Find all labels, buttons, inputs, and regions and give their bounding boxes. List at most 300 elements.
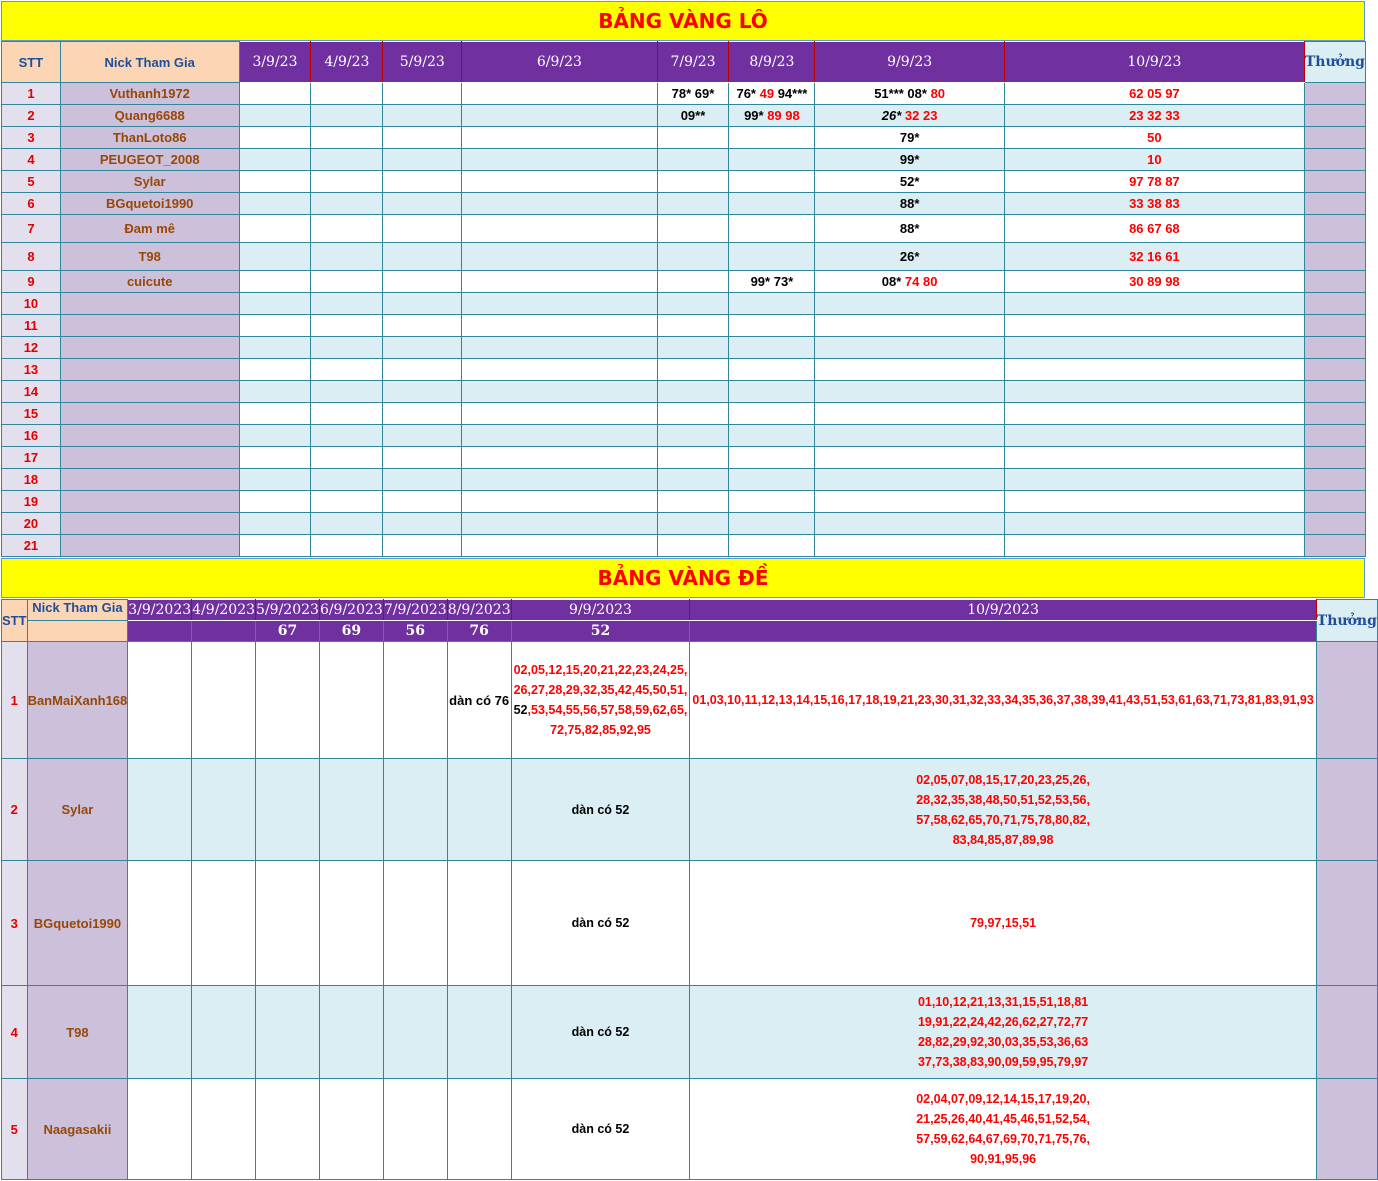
row-stt: 9 (2, 271, 61, 293)
table-row (2, 986, 1378, 1079)
cell-text: 99* (899, 152, 920, 167)
date-cell (447, 1079, 511, 1180)
date-cell (239, 83, 311, 105)
de-header-nick: Nick Tham Gia (27, 600, 128, 621)
row-nick: BGquetoi1990 (60, 193, 239, 215)
date-cell (128, 642, 192, 759)
date-cell (311, 193, 383, 215)
date-cell (383, 105, 462, 127)
row-bonus (1304, 127, 1365, 149)
date-cell (239, 149, 311, 171)
date-cell (383, 215, 462, 243)
date-cell (239, 315, 311, 337)
date-cell (1004, 469, 1304, 491)
date-cell (239, 243, 311, 271)
cell-text: 80 (930, 86, 946, 101)
cell-text: 23 32 33 (1129, 108, 1180, 123)
date-cell (311, 425, 383, 447)
lo-title: BẢNG VÀNG LÔ (1, 1, 1365, 41)
table-row (2, 403, 1366, 425)
row-stt: 3 (2, 861, 28, 986)
table-row (2, 469, 1366, 491)
date-cell (311, 315, 383, 337)
row-stt: 3 (2, 127, 61, 149)
date-cell (729, 83, 815, 105)
date-cell (256, 642, 320, 759)
lo-header-row (2, 42, 1366, 83)
table-row (2, 171, 1366, 193)
date-cell (462, 293, 657, 315)
row-stt: 10 (2, 293, 61, 315)
row-nick (60, 403, 239, 425)
date-cell (239, 193, 311, 215)
date-cell (657, 127, 729, 149)
date-cell (729, 149, 815, 171)
row-bonus (1304, 293, 1365, 315)
date-cell (729, 315, 815, 337)
cell-text: 76* (736, 86, 760, 101)
date-cell (657, 215, 729, 243)
date-cell (815, 83, 1005, 105)
row-bonus (1316, 642, 1377, 759)
row-bonus (1304, 425, 1365, 447)
date-cell (462, 425, 657, 447)
row-nick (60, 359, 239, 381)
row-stt: 14 (2, 381, 61, 403)
date-cell (1004, 293, 1304, 315)
table-row (2, 193, 1366, 215)
lo-header-nick: Nick Tham Gia (60, 42, 239, 83)
row-stt: 1 (2, 642, 28, 759)
cell-text: 33 38 83 (1129, 196, 1180, 211)
de-result-value: 56 (383, 621, 447, 642)
row-nick (60, 513, 239, 535)
lo-header-stt: STT (2, 42, 61, 83)
row-bonus (1304, 105, 1365, 127)
row-bonus (1304, 193, 1365, 215)
date-cell (657, 315, 729, 337)
date-cell (815, 403, 1005, 425)
date-cell (311, 83, 383, 105)
date-cell (311, 243, 383, 271)
cell-text: 10 (1147, 152, 1162, 167)
table-row (2, 149, 1366, 171)
date-cell (729, 271, 815, 293)
date-cell (1004, 513, 1304, 535)
date-cell (1004, 425, 1304, 447)
date-cell (815, 315, 1005, 337)
date-cell (128, 986, 192, 1079)
table-row (2, 243, 1366, 271)
row-nick (60, 381, 239, 403)
cell-text: dàn có 76 (449, 692, 510, 708)
date-cell (311, 215, 383, 243)
row-bonus (1304, 381, 1365, 403)
date-cell (1004, 171, 1304, 193)
cell-text: 30 89 98 (1129, 274, 1180, 289)
date-cell (462, 243, 657, 271)
date-cell (1004, 149, 1304, 171)
date-cell (462, 83, 657, 105)
lo-header-date: 8/9/23 (729, 42, 815, 83)
date-cell (256, 759, 320, 861)
date-cell (256, 986, 320, 1079)
row-nick (60, 315, 239, 337)
cell-text: 52 (513, 703, 528, 717)
date-cell (383, 759, 447, 861)
de-result-value (690, 621, 1316, 642)
date-cell (1004, 243, 1304, 271)
date-cell (815, 513, 1005, 535)
date-cell (690, 861, 1316, 986)
row-nick: cuicute (60, 271, 239, 293)
date-cell (1004, 83, 1304, 105)
date-cell (462, 491, 657, 513)
date-cell (192, 642, 256, 759)
date-cell (729, 337, 815, 359)
date-cell (383, 425, 462, 447)
row-bonus (1304, 337, 1365, 359)
date-cell (311, 381, 383, 403)
date-cell (815, 447, 1005, 469)
date-cell (1004, 315, 1304, 337)
date-cell (311, 513, 383, 535)
date-cell (815, 105, 1005, 127)
date-cell (383, 1079, 447, 1180)
lo-header-date: 6/9/23 (462, 42, 657, 83)
date-cell (657, 243, 729, 271)
table-row (2, 293, 1366, 315)
date-cell (657, 149, 729, 171)
cell-text: dàn có 52 (571, 916, 630, 930)
row-bonus (1304, 215, 1365, 243)
date-cell (447, 642, 511, 759)
date-cell (815, 491, 1005, 513)
date-cell (311, 337, 383, 359)
date-cell (383, 359, 462, 381)
table-row (2, 359, 1366, 381)
date-cell (383, 127, 462, 149)
date-cell (729, 171, 815, 193)
lo-header-date: 3/9/23 (239, 42, 311, 83)
date-cell (383, 315, 462, 337)
row-bonus (1304, 535, 1365, 557)
date-cell (729, 243, 815, 271)
date-cell (657, 359, 729, 381)
date-cell (462, 105, 657, 127)
cell-text: 32 23 (901, 108, 938, 123)
date-cell (311, 171, 383, 193)
date-cell (657, 469, 729, 491)
date-cell (462, 215, 657, 243)
date-cell (657, 403, 729, 425)
date-cell (1004, 215, 1304, 243)
date-cell (511, 1079, 690, 1180)
date-cell (729, 193, 815, 215)
date-cell (192, 759, 256, 861)
date-cell (192, 861, 256, 986)
date-cell (128, 759, 192, 861)
row-stt: 13 (2, 359, 61, 381)
table-row (2, 271, 1366, 293)
date-cell (383, 243, 462, 271)
date-cell (383, 271, 462, 293)
cell-text: dàn có 52 (571, 802, 630, 817)
date-cell (815, 149, 1005, 171)
row-bonus (1304, 171, 1365, 193)
de-result-value: 69 (319, 621, 383, 642)
row-bonus (1304, 403, 1365, 425)
cell-text: 74 80 (904, 274, 938, 289)
date-cell (729, 403, 815, 425)
date-cell (729, 513, 815, 535)
cell-text: 99* 73* (750, 274, 794, 289)
row-nick: ThanLoto86 (60, 127, 239, 149)
table-row (2, 425, 1366, 447)
date-cell (239, 337, 311, 359)
date-cell (462, 447, 657, 469)
date-cell (511, 861, 690, 986)
row-stt: 5 (2, 1079, 28, 1180)
date-cell (462, 469, 657, 491)
cell-text: 94*** (774, 86, 808, 101)
de-header-date: 5/9/2023 (256, 600, 320, 621)
date-cell (128, 1079, 192, 1180)
date-cell (128, 861, 192, 986)
date-cell (239, 425, 311, 447)
date-cell (657, 447, 729, 469)
date-cell (239, 491, 311, 513)
de-header-date: 6/9/2023 (319, 600, 383, 621)
date-cell (239, 469, 311, 491)
date-cell (311, 491, 383, 513)
date-cell (383, 986, 447, 1079)
date-cell (239, 105, 311, 127)
date-cell (383, 403, 462, 425)
table-row (2, 315, 1366, 337)
de-result-value: 76 (447, 621, 511, 642)
date-cell (239, 215, 311, 243)
date-cell (383, 447, 462, 469)
date-cell (462, 149, 657, 171)
row-bonus (1316, 759, 1377, 861)
row-stt: 7 (2, 215, 61, 243)
date-cell (239, 271, 311, 293)
date-cell (311, 447, 383, 469)
date-cell (815, 293, 1005, 315)
row-nick (60, 469, 239, 491)
cell-text: dàn có 52 (571, 1025, 630, 1039)
date-cell (657, 105, 729, 127)
date-cell (383, 171, 462, 193)
date-cell (1004, 271, 1304, 293)
de-header-date: 7/9/2023 (383, 600, 447, 621)
table-row (2, 447, 1366, 469)
cell-text: 88* (899, 221, 920, 236)
table-row (2, 83, 1366, 105)
date-cell (1004, 193, 1304, 215)
date-cell (1004, 535, 1304, 557)
row-stt: 15 (2, 403, 61, 425)
date-cell (239, 293, 311, 315)
de-header-date: 10/9/2023 (690, 600, 1316, 621)
cell-text: 51*** 08* (874, 86, 931, 101)
date-cell (239, 447, 311, 469)
de-result-value (128, 621, 192, 642)
row-bonus (1304, 359, 1365, 381)
row-stt: 4 (2, 149, 61, 171)
row-stt: 19 (2, 491, 61, 513)
lo-header-date: 5/9/23 (383, 42, 462, 83)
date-cell (1004, 447, 1304, 469)
date-cell (462, 381, 657, 403)
date-cell (319, 986, 383, 1079)
date-cell (657, 171, 729, 193)
cell-text: 88* (899, 196, 920, 211)
row-nick (60, 337, 239, 359)
row-bonus (1304, 469, 1365, 491)
date-cell (462, 271, 657, 293)
cell-text: 97 78 87 (1129, 174, 1180, 189)
row-stt: 12 (2, 337, 61, 359)
table-row (2, 861, 1378, 986)
date-cell (511, 986, 690, 1079)
date-cell (729, 491, 815, 513)
date-cell (729, 215, 815, 243)
table-row (2, 759, 1378, 861)
date-cell (239, 535, 311, 557)
table-row (2, 642, 1378, 759)
date-cell (815, 469, 1005, 491)
date-cell (319, 759, 383, 861)
date-cell (239, 513, 311, 535)
date-cell (729, 469, 815, 491)
date-cell (815, 425, 1005, 447)
date-cell (690, 1079, 1316, 1180)
date-cell (1004, 127, 1304, 149)
date-cell (462, 359, 657, 381)
row-nick: Sylar (27, 759, 128, 861)
date-cell (383, 381, 462, 403)
row-nick: BGquetoi1990 (27, 861, 128, 986)
date-cell (311, 127, 383, 149)
table-row (2, 337, 1366, 359)
date-cell (815, 127, 1005, 149)
date-cell (657, 193, 729, 215)
date-cell (311, 105, 383, 127)
row-stt: 1 (2, 83, 61, 105)
date-cell (729, 425, 815, 447)
row-stt: 21 (2, 535, 61, 557)
de-header-row (2, 600, 1378, 621)
date-cell (657, 293, 729, 315)
date-cell (1004, 491, 1304, 513)
date-cell (1004, 359, 1304, 381)
date-cell (383, 469, 462, 491)
date-cell (657, 83, 729, 105)
date-cell (462, 171, 657, 193)
date-cell (383, 193, 462, 215)
date-cell (462, 315, 657, 337)
row-nick: BanMaiXanh168 (27, 642, 128, 759)
date-cell (383, 149, 462, 171)
date-cell (690, 986, 1316, 1079)
date-cell (657, 337, 729, 359)
date-cell (239, 127, 311, 149)
date-cell (1004, 105, 1304, 127)
date-cell (239, 171, 311, 193)
date-cell (657, 271, 729, 293)
table-row (2, 535, 1366, 557)
date-cell (256, 1079, 320, 1180)
row-bonus (1304, 271, 1365, 293)
table-row (2, 513, 1366, 535)
row-nick: Đam mê (60, 215, 239, 243)
de-title: BẢNG VÀNG ĐỀ (1, 558, 1365, 598)
lo-table (1, 41, 1366, 557)
cell-text: 01,10,12,21,13,31,15,51,18,81 19,91,22,24,42,26,62,27,72,77 28,82,29,92,30,03,35,53,36,63 37,73,38,83,90,09,59,95,79,97 (917, 995, 1089, 1069)
date-cell (462, 403, 657, 425)
date-cell (311, 271, 383, 293)
cell-text: 08* (881, 274, 905, 289)
cell-text: 32 16 61 (1129, 249, 1180, 264)
date-cell (815, 535, 1005, 557)
de-header-stt: STT (2, 600, 28, 642)
date-cell (657, 381, 729, 403)
date-cell (815, 243, 1005, 271)
row-bonus (1304, 243, 1365, 271)
de-table (1, 599, 1378, 1180)
row-nick: T98 (60, 243, 239, 271)
cell-text: 49 (759, 86, 775, 101)
row-bonus (1304, 315, 1365, 337)
row-bonus (1316, 861, 1377, 986)
date-cell (815, 193, 1005, 215)
cell-text: 79,97,15,51 (970, 916, 1037, 930)
cell-text: 26* (899, 249, 920, 264)
cell-text: 78* 69* (671, 86, 715, 101)
date-cell (447, 861, 511, 986)
date-cell (690, 759, 1316, 861)
row-stt: 6 (2, 193, 61, 215)
row-bonus (1304, 447, 1365, 469)
row-bonus (1316, 986, 1377, 1079)
cell-text: 02,05,12,15,20,21,22,23,24,25, 26,27,28,29,32,35,42,45,50,51, (513, 663, 688, 697)
date-cell (729, 535, 815, 557)
table-row (2, 215, 1366, 243)
date-cell (311, 403, 383, 425)
row-stt: 16 (2, 425, 61, 447)
table-row (2, 1079, 1378, 1180)
row-bonus (1304, 513, 1365, 535)
row-bonus (1316, 1079, 1377, 1180)
de-header-bonus: Thưởng (1316, 600, 1377, 642)
date-cell (1004, 381, 1304, 403)
date-cell (239, 381, 311, 403)
date-cell (311, 469, 383, 491)
cell-text: 26* (881, 108, 902, 123)
cell-text: 02,04,07,09,12,14,15,17,19,20, 21,25,26,40,41,45,46,51,52,54, 57,59,62,64,67,69,70,71,75,76, 90,91,95,96 (916, 1092, 1090, 1166)
date-cell (657, 425, 729, 447)
de-header-date: 4/9/2023 (192, 600, 256, 621)
row-nick (60, 491, 239, 513)
lo-header-date: 4/9/23 (311, 42, 383, 83)
date-cell (462, 337, 657, 359)
cell-text: 79* (899, 130, 920, 145)
row-stt: 5 (2, 171, 61, 193)
row-stt: 2 (2, 759, 28, 861)
table-row (2, 491, 1366, 513)
